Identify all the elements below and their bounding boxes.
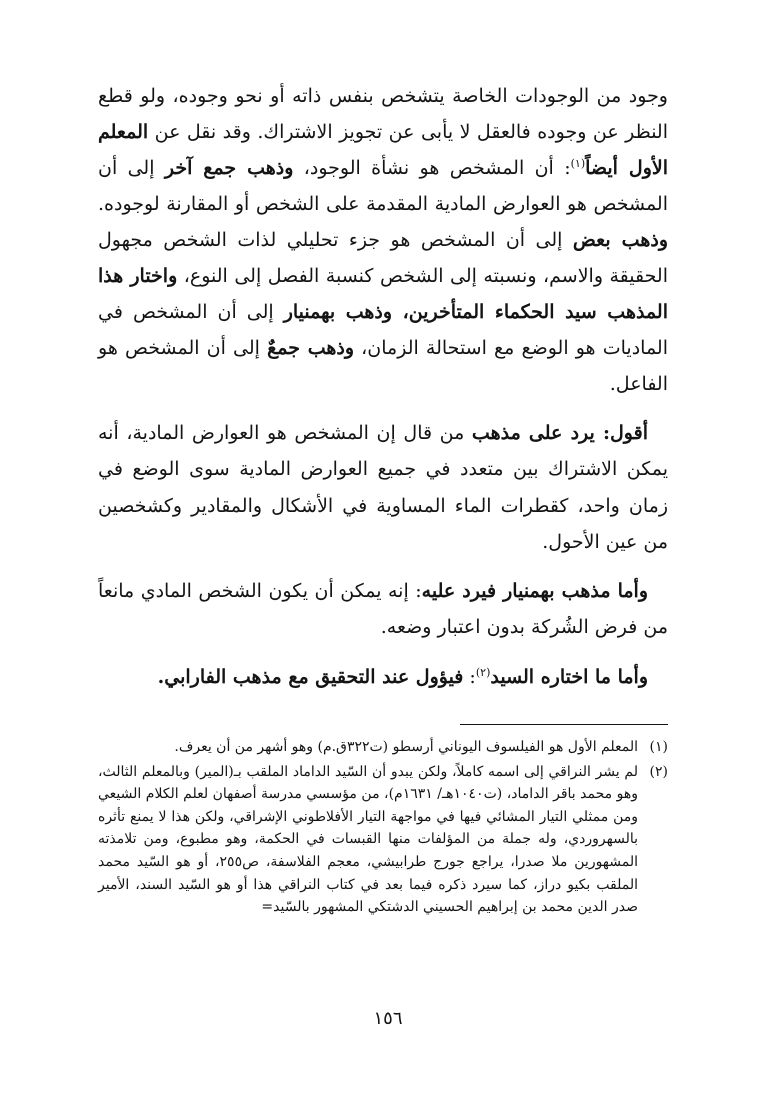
bold-run: واختار هذا المذهب سيد الحكماء المتأخرين، وذهب بهمنيار <box>98 265 668 323</box>
paragraph-2 <box>98 415 668 560</box>
bold-run: فيؤول عند التحقيق مع مذهب الفارابي. <box>157 665 464 688</box>
paragraph-4 <box>98 659 668 695</box>
paragraph-1 <box>98 78 668 402</box>
text-run: إلى أن المشخص هو العوارض المادية المقدمة على الشخص أو المقارنة لوجوده. <box>98 157 668 215</box>
bold-run: المعلم الأول أيضاً <box>98 121 668 179</box>
bold-run: وأما ما اختاره السيد <box>490 665 648 688</box>
footnote-divider <box>460 724 668 725</box>
text-run: : <box>463 665 476 688</box>
footnote-number: (٢) <box>649 763 668 780</box>
footnote-2 <box>98 761 668 919</box>
main-text <box>98 78 668 695</box>
footnote-ref-1[interactable]: (١) <box>570 157 586 170</box>
bold-run: وذهب جمع آخر <box>164 157 294 179</box>
footnote-number: (١) <box>649 739 668 756</box>
bold-run: أقول: يرد على مذهب <box>471 422 648 444</box>
bold-run: وأما مذهب بهمنيار فيرد عليه <box>421 580 648 603</box>
bold-run: وذهب جمعٌ <box>267 337 355 359</box>
text-run: وجود من الوجودات الخاصة يتشخص بنفس ذاته أو نحو وجوده، ولو قطع النظر عن وجوده فالعقل لا يأبى عن تجويز الاشتراك. وقد نقل عن <box>98 85 668 143</box>
paragraph-3 <box>98 573 668 646</box>
text-run: : أن المشخص هو نشأة الوجود، <box>293 157 571 179</box>
footnote-1 <box>98 736 668 759</box>
bold-run: وذهب بعض <box>572 229 668 251</box>
page-content <box>98 78 668 921</box>
text-run: إلى أن المشخص هو الفاعل. <box>98 337 668 395</box>
footnote-text: المعلم الأول هو الفيلسوف اليوناني أرسطو (ت٣٢٢ق.م) وهو أشهر من أن يعرف. <box>174 739 638 756</box>
text-run: من قال إن المشخص هو العوارض المادية، أنه يمكن الاشتراك بين متعدد في جميع العوارض المادية سوى الوضع في زمان واحد، كقطرات الماء المساوية في الأشكال والمقادير وكشخصين من عين الأحول. <box>98 422 668 553</box>
text-run: إلى أن المشخص هو جزء تحليلي لذات الشخص مجهول الحقيقة والاسم، ونسبته إلى الشخص كنسبة الفصل إلى النوع، <box>98 229 668 287</box>
footnote-text: لم يشر النراقي إلى اسمه كاملاً، ولكن يبدو أن السّيد الداماد الملقب بـ(المير) وبالمعلم الثالث، وهو محمد باقر الداماد، (ت١٠٤٠هـ/ ١٦٣١م)، من مؤسسي مدرسة أصفهان لعلم الكلام الشيعي ومن ممثلي التيار المشائي فيها في مواجهة التيار الأفلاطوني الإشراقي، ولكن هذا لا يمنع تأثره بالسهروردي، وله جملة من المؤلفات منها القبسات في الحكمة، وهو مطبوع، ومن تلامذته المشهورين ملا صدرا، يراجع جورج طرابيشي، معجم الفلاسفة، ص٢٥٥، أو هو السّيد محمد الملقب بكيو دراز، كما سيرد ذكره فيما بعد في كتاب النراقي هذا أو هو السّيد السند، الأمير صدر الدين محمد بن إبراهيم الحسيني الدشتكي المشهور بالسّيد= <box>98 763 639 916</box>
page-number: ١٥٦ <box>373 1008 403 1029</box>
text-run: : إنه يمكن أن يكون الشخص المادي مانعاً من فرض الشُركة بدون اعتبار وضعه. <box>98 580 668 639</box>
footnotes <box>98 736 668 919</box>
footnote-ref-2[interactable]: (٢) <box>475 665 491 679</box>
text-run: إلى أن المشخص في الماديات هو الوضع مع استحالة الزمان، <box>98 301 668 359</box>
